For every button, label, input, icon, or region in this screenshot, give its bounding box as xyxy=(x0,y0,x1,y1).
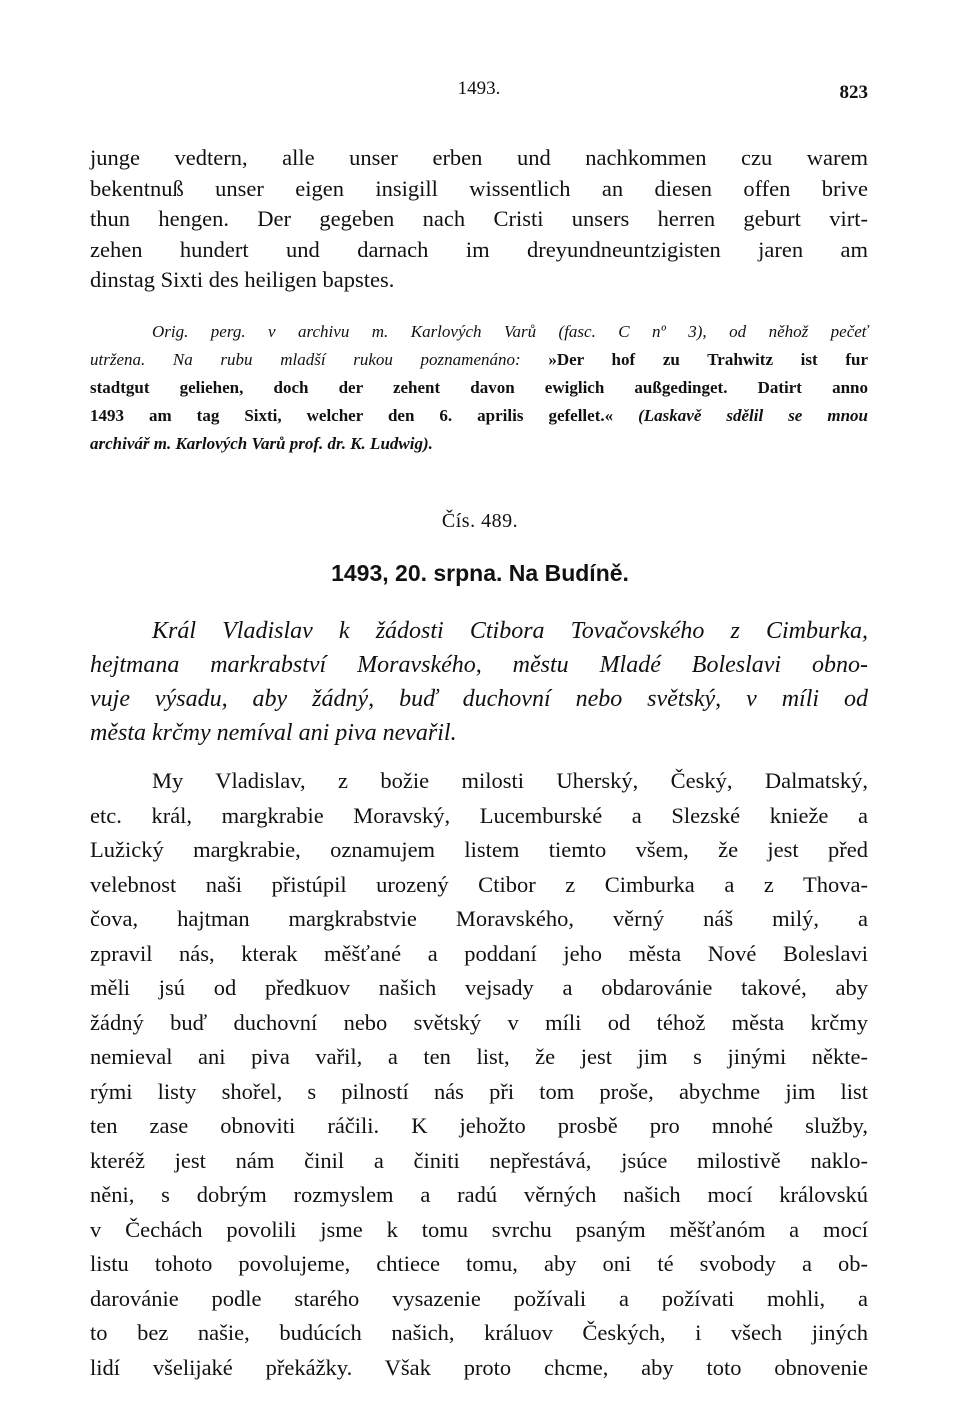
text-line: My Vladislav, z božie milosti Uherský, Český, Dalmatský, xyxy=(152,768,868,793)
text-line: lidí všelijaké překážky. Však proto chcme, aby toto obnovenie xyxy=(90,1354,868,1380)
source-note xyxy=(90,318,868,458)
note-italic: utržena. Na rubu mladší rukou poznamenáno: xyxy=(90,350,521,369)
text-line: nemieval ani piva vařil, a ten list, že jest jim s jinými někte- xyxy=(90,1044,868,1069)
regest-line: města krčmy nemíval ani piva nevařil. xyxy=(90,720,457,746)
note-line: stadtgut geliehen, doch der zehent davon ewiglich außgedinget. Datirt anno xyxy=(90,378,868,397)
running-header xyxy=(90,78,868,108)
text-line: zehen hundert und darnach im dreyundneuntzigisten jaren am xyxy=(90,236,868,262)
note-italic: (Laskavě sdělil se mnou xyxy=(638,406,868,425)
header-year: 1493. xyxy=(457,78,501,99)
text-line: darovánie podle starého vysazenie požívali a požívati mohli, a xyxy=(90,1285,868,1311)
text-line: ten zase obnoviti ráčili. K jehožto prosbě pro mnohé služby, xyxy=(90,1113,868,1138)
text-line: junge vedtern, alle unser erben und nachkommen czu warem xyxy=(90,145,868,170)
regest-line: Král Vladislav k žádosti Ctibora Tovačovského z Cimburka, xyxy=(152,618,868,644)
note-line xyxy=(90,402,868,430)
charter-text xyxy=(90,764,868,1385)
note-quote: »Der hof zu Trahwitz ist fur xyxy=(520,350,868,369)
text-line: zpravil nás, kterak měšťané a poddaní jeho města Nové Boleslavi xyxy=(90,940,868,966)
text-line: měli jsú od předkuov našich vejsady a obdarovánie takové, aby xyxy=(90,975,868,1000)
note-quote: 1493 am tag Sixti, welcher den 6. aprilis gefellet.« xyxy=(90,406,639,425)
regest xyxy=(90,614,868,750)
text-line: listu tohoto povolujeme, chtiece tomu, aby oni té svobody a ob- xyxy=(90,1251,868,1276)
text-line: čova, hajtman margkrabstvie Moravského, věrný náš milý, a xyxy=(90,906,868,931)
text-line: bekentnuß unser eigen insigill wissentlich an diesen offen brive xyxy=(90,175,868,201)
text-line: v Čechách povolili jsme k tomu svrchu psaným měšťanóm a mocí xyxy=(90,1216,868,1242)
text-line: to bez našie, budúcích našich, králuov Českých, i všech jiných xyxy=(90,1320,868,1345)
text-line: rými listy shořel, s pilností nás při tom proše, abychme jim list xyxy=(90,1078,868,1104)
text-line: kteréž jest nám činil a činiti nepřestává, jsúce milostivě naklo- xyxy=(90,1147,868,1173)
page-number: 823 xyxy=(839,82,868,103)
text-line: velebnost naši přistúpil urozený Ctibor z Cimburka a z Thova- xyxy=(90,871,868,897)
closing-paragraph xyxy=(90,143,868,296)
text-line: Lužický margkrabie, oznamujem listem tiemto všem, že jest před xyxy=(90,837,868,862)
note-line xyxy=(90,346,868,374)
regest-line: vuje výsadu, aby žádný, buď duchovní nebo světský, v míli od xyxy=(90,686,868,712)
regest-line: hejtmana markrabství Moravského, městu Mladé Boleslavi obno- xyxy=(90,652,868,678)
text-line: etc. král, margkrabie Moravský, Lucemburské a Slezské knieže a xyxy=(90,802,868,828)
document-number: Čís. 489. xyxy=(441,510,519,532)
text-line: žádný buď duchovní nebo světský v míli od téhož města krčmy xyxy=(90,1009,868,1035)
text-line: thun hengen. Der gegeben nach Cristi unsers herren geburt virt- xyxy=(90,206,868,231)
note-line: archivář m. Karlových Varů prof. dr. K. Ludwig). xyxy=(90,434,433,453)
text-line: něni, s dobrým rozmyslem a radú věrných našich mocí královskú xyxy=(90,1182,868,1207)
text-line: dinstag Sixti des heiligen bapstes. xyxy=(90,267,395,292)
document-dateline: 1493, 20. srpna. Na Budíně. xyxy=(331,560,629,586)
note-line: Orig. perg. v archivu m. Karlových Varů (fasc. C nº 3), od něhož pečeť xyxy=(152,322,868,341)
